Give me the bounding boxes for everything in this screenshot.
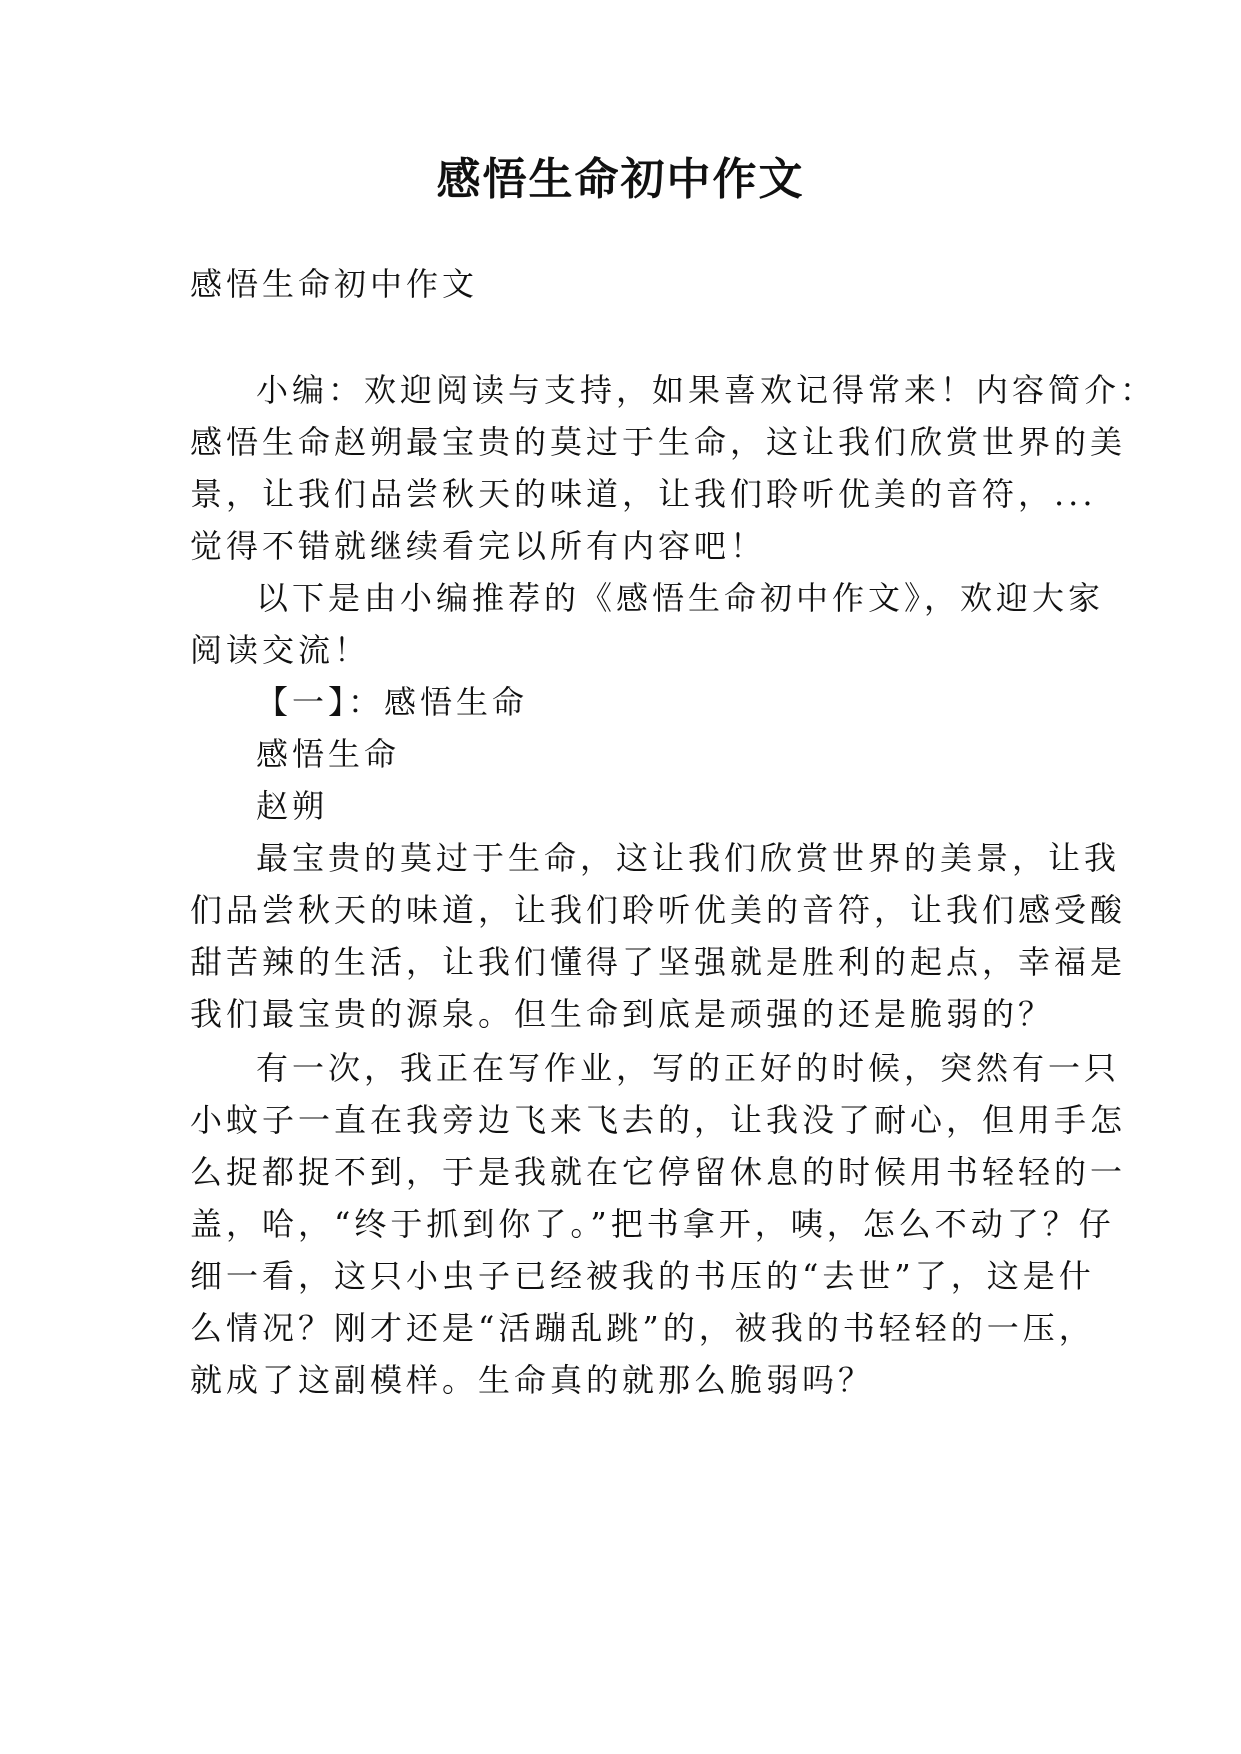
intro-line: 觉得不错就继续看完以所有内容吧！ (190, 527, 767, 565)
intro-line: 小编：欢迎阅读与支持，如果喜欢记得常来！内容简介： (256, 371, 1157, 409)
paragraph-line: 盖，哈，“终于抓到你了。”把书拿开，咦，怎么不动了？仔 (190, 1205, 1115, 1243)
paragraph-line: 就成了这副模样。生命真的就那么脆弱吗？ (190, 1361, 875, 1399)
paragraph-line: 有一次，我正在写作业，写的正好的时候，突然有一只 (256, 1049, 1121, 1087)
intro-line: 感悟生命赵朔最宝贵的莫过于生命，这让我们欣赏世界的美 (190, 423, 1127, 461)
essay-title: 感悟生命 (256, 735, 401, 773)
section-heading: 【一】：感悟生命 (256, 683, 529, 721)
paragraph-line: 甜苦辣的生活，让我们懂得了坚强就是胜利的起点，幸福是 (190, 943, 1127, 981)
paragraph-line: 我们最宝贵的源泉。但生命到底是顽强的还是脆弱的？ (190, 995, 1055, 1033)
intro-line: 景，让我们品尝秋天的味道，让我们聆听优美的音符，... (190, 475, 1097, 513)
paragraph-line: 最宝贵的莫过于生命，这让我们欣赏世界的美景，让我 (256, 839, 1121, 877)
document-title: 感悟生命初中作文 (436, 154, 805, 205)
paragraph-line: 小蚊子一直在我旁边飞来飞去的，让我没了耐心，但用手怎 (190, 1101, 1127, 1139)
paragraph-line: 们品尝秋天的味道，让我们聆听优美的音符，让我们感受酸 (190, 891, 1127, 929)
paragraph-line: 细一看，这只小虫子已经被我的书压的“去世”了，这是什 (190, 1257, 1095, 1295)
essay-author: 赵朔 (256, 787, 329, 825)
recommend-line: 以下是由小编推荐的《感悟生命初中作文》，欢迎大家 (256, 579, 1105, 617)
recommend-line: 阅读交流！ (190, 631, 371, 669)
document-subtitle: 感悟生命初中作文 (190, 265, 479, 303)
paragraph-line: 么情况？刚才还是“活蹦乱跳”的，被我的书轻轻的一压， (190, 1309, 1095, 1347)
paragraph-line: 么捉都捉不到，于是我就在它停留休息的时候用书轻轻的一 (190, 1153, 1127, 1191)
